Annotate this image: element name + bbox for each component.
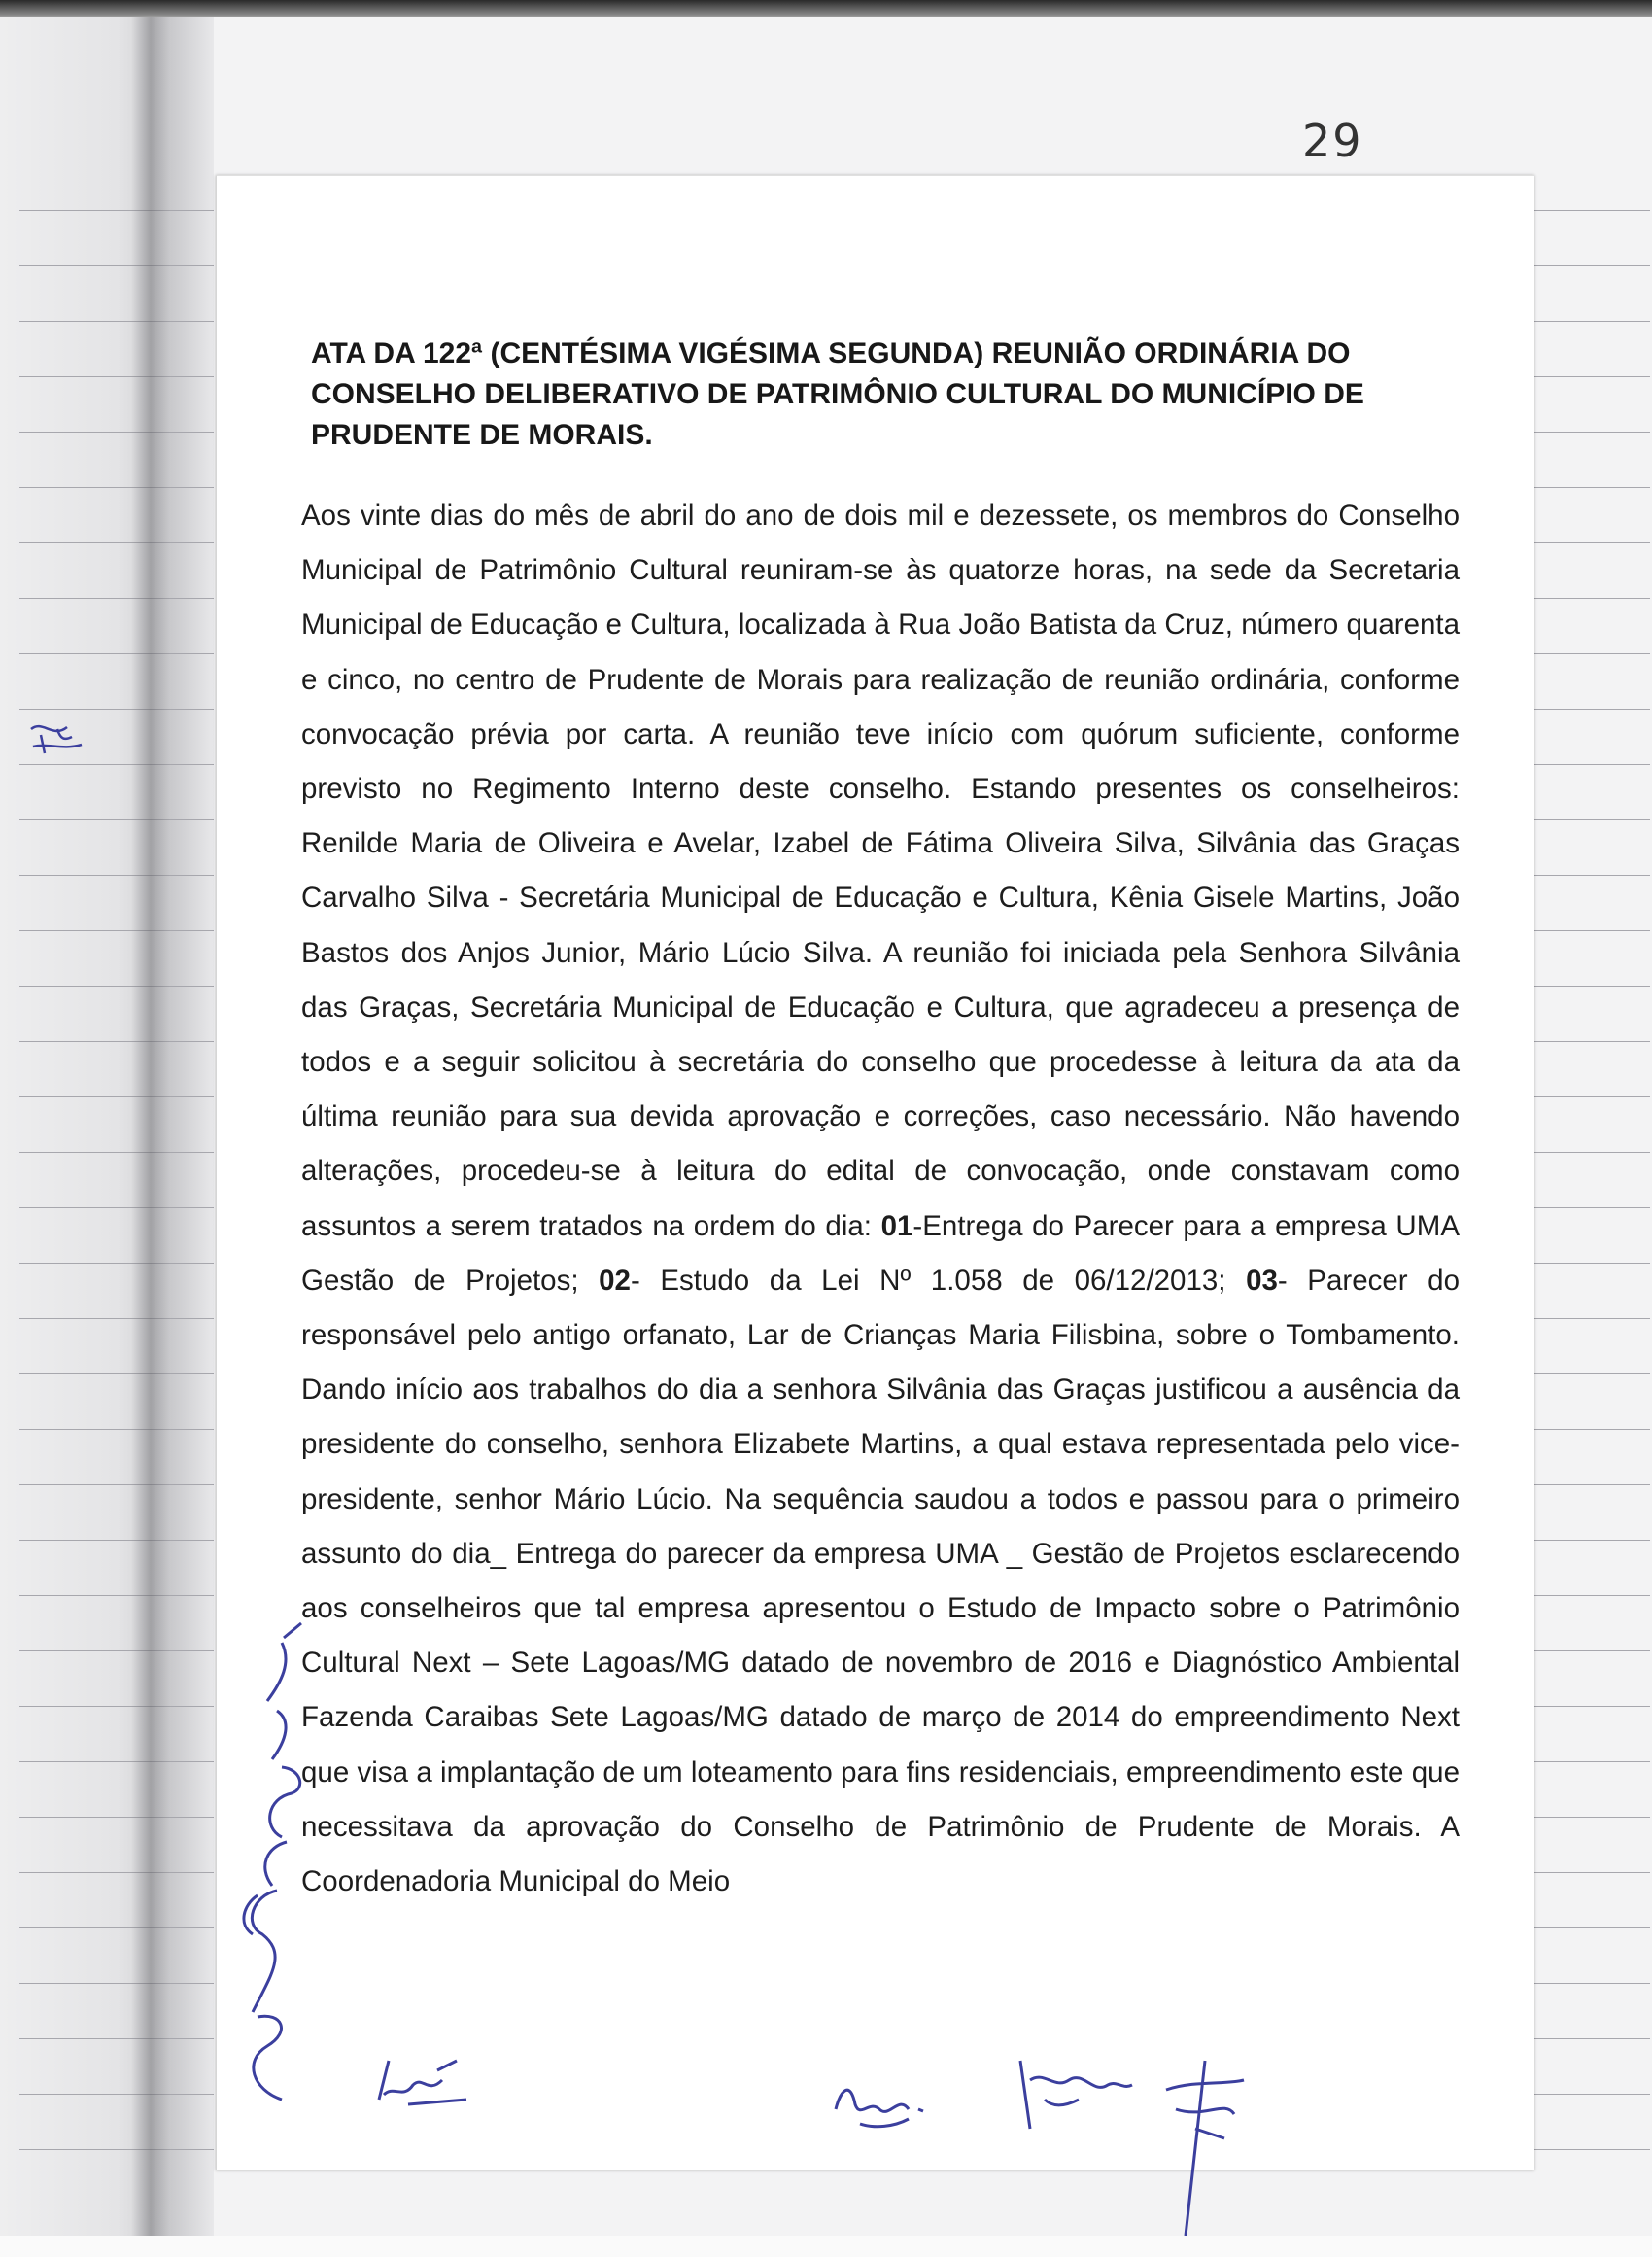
signature-2: [836, 2090, 923, 2127]
scan-bottom-edge: [0, 2236, 1652, 2257]
margin-signature: [214, 1604, 321, 2109]
margin-handwritten-mark: [23, 700, 91, 778]
page-number: 29: [1302, 115, 1363, 167]
signatures-row: [350, 2041, 1322, 2245]
agenda-item-number: 03: [1246, 1264, 1278, 1297]
signature-3: [1020, 2061, 1132, 2129]
binding-spine: [131, 17, 170, 2243]
right-ruled-lines: [1533, 156, 1650, 2197]
agenda-item-number: 01: [880, 1209, 913, 1242]
minutes-body: [301, 489, 1460, 1909]
signature-4: [1166, 2061, 1244, 2236]
left-ruled-lines: [19, 156, 214, 2197]
agenda-item-text: - Estudo da Lei Nº 1.058 de 06/12/2013;: [630, 1264, 1247, 1297]
signature-1: [379, 2061, 466, 2104]
agenda-item-text: - Parecer do responsável pelo antigo orfanato, Lar de Crianças Maria Filisbina, sobre o Tombamento. Dando início aos trabalhos do dia a senhora Silvânia das Graças justificou a ausência da presidente do conselho, senhora Elizabete Martins, a qual estava representada pelo vice-presidente, senhor Mário Lúcio. Na sequência saudou a todos e passou para o primeiro assunto do dia_ Entrega do parecer da empresa UMA _ Gestão de Projetos esclarecendo aos conselheiros que tal empresa apresentou o Estudo de Impacto sobre o Patrimônio Cultural Next – Sete Lagoas/MG datado de novembro de 2016 e Diagnóstico Ambiental Fazenda Caraibas Sete Lagoas/MG datado de março de 2014 do empreendimento Next que visa a implantação de um loteamento para fins residenciais, empreendimento este que necessitava da aprovação do Conselho de Patrimônio de Prudente de Morais. A Coordenadoria Municipal do Meio: [301, 1264, 1460, 1898]
agenda-item-text: -Entrega do Parecer para a empresa UMA Gestão de Projetos;: [301, 1209, 1460, 1297]
agenda-item-number: 02: [599, 1264, 631, 1297]
document-title: ATA DA 122ª (CENTÉSIMA VIGÉSIMA SEGUNDA) REUNIÃO ORDINÁRIA DO CONSELHO DELIBERATIVO DE PATRIMÔNIO CULTURAL DO MUNICÍPIO DE PRUDENTE DE MORAIS.: [311, 337, 1364, 451]
body-text-segment: Aos vinte dias do mês de abril do ano de dois mil e dezessete, os membros do Conselho Municipal de Patrimônio Cultural reuniram-se às quatorze horas, na sede da Secretaria Municipal de Educação e Cultura, localizada à Rua João Batista da Cruz, número quarenta e cinco, no centro de Prudente de Morais para realização de reunião ordinária, conforme convocação prévia por carta. A reunião teve início com quórum suficiente, conforme previsto no Regimento Interno deste conselho. Estando presentes os conselheiros: Renilde Maria de Oliveira e Avelar, Izabel de Fátima Oliveira Silva, Silvânia das Graças Carvalho Silva - Secretária Municipal de Educação e Cultura, Kênia Gisele Martins, João Bastos dos Anjos Junior, Mário Lúcio Silva. A reunião foi iniciada pela Senhora Silvânia das Graças, Secretária Municipal de Educação e Cultura, que agradeceu a presença de todos e a seguir solicitou à secretária do conselho que procedesse à leitura da ata da última reunião para sua devida aprovação e correções, caso necessário. Não havendo alterações, procedeu-se à leitura do edital de convocação, onde constavam como assuntos a serem tratados na ordem do dia:: [301, 500, 1460, 1242]
